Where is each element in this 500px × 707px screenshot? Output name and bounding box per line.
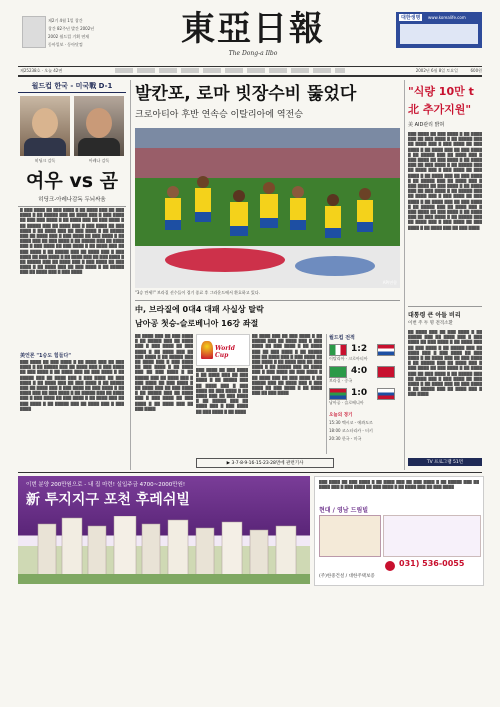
ear-line-4: 동아일보 · 동아닷컴: [48, 42, 83, 47]
today-match-1: [329, 420, 401, 425]
coach-portrait-arena: [74, 96, 124, 156]
worldcup-box-header: 월드컵 한국 - 미국戰 D-1: [18, 80, 126, 93]
worldcup-box: [18, 80, 126, 470]
right-section-title: 대통령 큰 아들 비리: [408, 312, 461, 319]
ear-line-3: 2002 월드컵 기획 연재: [48, 34, 90, 39]
ad-top-rule: [18, 472, 482, 473]
worldcup-logo: [196, 334, 250, 366]
ad-left-panel: [18, 476, 310, 584]
second-headline-line1: 中, 브라질에 0대4 대패 사실상 탈락: [135, 305, 264, 314]
score-row-1-away: 크로아티아: [348, 356, 368, 361]
today-match-3-time: 20:30: [329, 436, 341, 441]
right-body: ███ ████ ██ ███ ████ █ ██ ████ ███ ██ ███ ████ █ ██ █████ ███ ██ ████ ███ █ ███ ████ ██ ███ ████ █ ██ ████ ███ ██ ███ ████ █ ██ █████ ███ ██ ████ ███ █ ███ ████ ██ ███ ████ █ ██ ████ ███ ██ ███ ████ █ ██ █████ ███ ██ ████ ███ █ ███ ████ ██ ███ ████ █ ██ ████ ███ ██ ███ ████ █ ██ █████ ███ ██ ████ ███ █ ███ ████ ██ ███ ████ █ ██ ████ ███ ██ ███ ████ █ ██ █████ ███ ██ ████ ███ █ ███ ████ ██ ███ ████ █ ██ ████ ███ ██ ███ ████ █ ██ █████ ███ ██ ████ ███ █ ███ ████ ██ ███ ████ █ ██ ████ ███ ██ ███ ████ █ ██ █████ ███ ██ ████ ███ █ ███ ████ ██ ███ ████ █ ██ ████ ███ ██ ███ ████: [408, 132, 482, 230]
worldcup-trophy-icon: [201, 341, 213, 359]
worldcup-subhead: 히딩크-아레나감독 두뇌싸움: [18, 195, 126, 207]
ear-ad-graphic: [400, 24, 478, 44]
score-row-3-teams: 남아공 · 슬로베니아: [329, 400, 364, 405]
flag-brazil: [329, 366, 347, 378]
worldcup-body: █ ███ ████ ██ ███ ████ █ ██ ████ ███ ██ ███ ████ █ ██ █████ ███ ██ ████ ███ █ ███ ████ ██ ███ ███ ████ █ ██ ████ ███ ██ ███ ████ █ ██ █████ ███ ██ ████ ███ █ ███ ████ ██ ███ ████ █ ██ ████ ███ ██ ███ ████ █ ██ █████ ███ ██ ████ ███ █ ███ ████ ██ ███ ████ █ ██ ████ ███ ██ ███ ████ █ ██ █████ ███ ██ ████ ███ █ ███ ████ ██ ███ ████ █ ██ ████ ███ ██ ███ ████ █ ██ █████ ███ ██ ████ ███ █ ███ ████ ██ ███ ████ █ ██ ████ ███ ██ ███ ████ █ ██ █████ ███ ██ ████ ███ █ ███ ████ ██ ███ ████ █ ██ ████ ███ ██ ███ ████ █ ██ █████ ███ ██ ████ ███ █ ███ ████: [20, 208, 124, 275]
issue-info: 제25238호 · 오늘 42면: [20, 68, 63, 73]
right-section-sub: 이번 주 두 명 전격소환: [408, 321, 453, 326]
second-body-col3: ██ ████ ███ ██ ███ ████ █ ██ █████ ███ ██ ████ ███ █ ███ ████ ██ ███ ████ █ ██ ████ ███ ██ ███ ████ █ ██ █████ ███ ██ ████ ███ █ ███ ████ ██ ███ ████ █ ██ ████ ███ ██ ███ ████ █ ██ █████ ███ ██ ████ ███ █ ███ ████ ██ ███ ████ █ ██ ████ ███ ██ ███ ████ █ ██ █████ ███ ██ ████ ███ █ ███ ████ ██ ███ ████ █ ██ ████ ███ ██ ███ ████: [252, 334, 322, 396]
coach-portrait-hiddink: [20, 96, 70, 156]
score-row-1-teams: 이탈리아 · 크로아티아: [329, 356, 368, 361]
score-row-2-teams: 브라질 · 중국: [329, 378, 353, 383]
worldcup-section2-title: 美언론 "1승도 힘들다": [20, 353, 71, 359]
right-subhead: 美 AID관리 밝혀: [408, 122, 445, 128]
score-row-3-away: 슬로베니아: [344, 400, 364, 405]
issue-date: 2002년 6월 8일 토요일: [415, 68, 458, 73]
tv-program-ref: TV 프로그램 51면: [408, 458, 482, 466]
newspaper-subtitle: The Dong-a Ilbo: [228, 50, 278, 57]
ad-top-line: 이번 분양 200만원으로 - 내 집 마련! 실입주금 4700~2000만원!: [26, 482, 186, 488]
worldcup-headline: 여우 vs 곰: [26, 170, 118, 192]
right-headline-line1: "식량 10만 t: [408, 85, 474, 98]
portrait-face: [86, 108, 112, 138]
masthead-rule-top: [18, 66, 482, 67]
masthead: [18, 8, 482, 70]
column-divider-left: [130, 80, 131, 470]
flag-slovenia: [377, 388, 395, 400]
masthead-ear-left: [18, 12, 118, 58]
score-row-1-home: 이탈리아: [329, 356, 345, 361]
photo-credit: AP/연합: [382, 280, 397, 285]
right-divider: [408, 306, 482, 307]
scores-header: 월드컵 전적: [329, 335, 355, 341]
ad-right-title: 현대 / 영남 드림빌: [319, 507, 369, 514]
index-strip: [115, 68, 345, 73]
right-body-2: ██ ████ ███ ██ ███ ████ █ ██ █████ ███ ██ ████ ███ █ ███ ████ ██ ███ ████ █ ██ ████ ███ ██ ███ ████ █ ██ █████ ███ ██ ████ ███ █ ███ ████ ██ ███ ████ █ ██ ████ ███ ██ ███ ████ █ ██ █████ ███ ██ ████ ███ █ ███ ████ ██ ███ ████ █ ██ ████ ███ ██ ███ ████ █ ██ █████ ███ ██ ████ ███ █ ███ ████ ██ ███ ████ █ ██ ████ ███ ██ ███ ████ █ ██ █████ ███ ██ ████ ███ █ ███ ████: [408, 330, 482, 397]
lead-photo: [135, 128, 400, 288]
score-row-2-home: 브라질: [329, 378, 341, 383]
ad-phone: 031) 536-0055: [399, 559, 465, 568]
ear-ad-url: www.korealife.com: [428, 15, 466, 20]
portrait-face: [32, 108, 58, 138]
lead-divider: [135, 300, 400, 301]
flag-croatia: [377, 344, 395, 356]
lead-photo-illustration: [135, 128, 400, 288]
related-articles-ref: ▶ 3·7·8·9·16·15·23·28면에 관련기사: [196, 458, 334, 468]
score-row-3: 1:0: [351, 388, 368, 398]
flag-south-africa: [329, 388, 347, 400]
today-match-3: [329, 436, 401, 441]
worldcup-body-2: ███ ████ ██ ███ ████ █ ██ ████ ███ ██ ███ ████ █ ██ █████ ███ ██ ████ ███ █ ███ ████ ██ ███ ████ █ ██ ████ ███ ██ ███ ████ █ ██ █████ ███ ██ ████ ███ █ ███ ████ ██ ███ ████ █ ██ ████ ███ ██ ███ ████ █ ██ █████ ███ ██ ████ ███ █ ███ ████ ██ ███ ████ █ ██ ████ ███ ██ ███ ████ █ ██ █████ ███ ██ ████ ███ █ ███ ████ ██ ███ ████ █ ██ ████ ███ ██ ███ ████ █ ██ █████ ███ ██ ████ ███ █ ███ ████: [20, 360, 124, 411]
today-match-1-teams: 멕시코 - 에콰도르: [341, 420, 373, 425]
score-row-1: 1:2: [351, 344, 368, 354]
ad-headline: 新 투지지구 포천 후레쉬빌: [26, 492, 190, 508]
flag-china: [377, 366, 395, 378]
today-match-2: [329, 428, 401, 433]
today-match-2-time: 18:00: [329, 428, 341, 433]
issue-price: 600원: [470, 68, 482, 73]
score-row-2-away: 중국: [344, 378, 353, 383]
masthead-rule-bottom: [18, 75, 482, 77]
ear-line-1: 제2기 4월 1일 창간: [48, 18, 83, 23]
worldcup-logo-text: World Cup: [215, 345, 235, 359]
right-headline-line2: 北 추가지원": [408, 103, 472, 116]
newspaper-title: 東亞日報: [181, 9, 325, 49]
today-label: 오늘의 경기: [329, 413, 353, 418]
caption-hiddink: 히딩크 감독: [34, 158, 56, 163]
ad-brand: (주)한중건설 / 대한주택보증: [319, 574, 375, 579]
ad-floorplan: [319, 515, 381, 557]
caption-arena: 아레나 감독: [88, 158, 110, 163]
portrait-suit: [24, 138, 66, 156]
today-match-2-teams: 코스타리카 - 터키: [341, 428, 373, 433]
column-divider-right: [404, 80, 405, 470]
ad-right-panel: [314, 476, 484, 586]
flag-italy: [329, 344, 347, 356]
second-headline-line2: 남아공 첫승-슬로베니아 16강 좌절: [135, 319, 259, 328]
portrait-suit: [78, 138, 120, 156]
ear-emblem-icon: [22, 16, 46, 48]
ad-phone-icon: [385, 561, 395, 571]
score-row-2: 4:0: [351, 366, 368, 376]
lead-subhead: 크로아티아 후반 연속승 이탈리아에 역전승: [135, 110, 303, 120]
masthead-ear-right-ad: [396, 12, 482, 48]
ad-price-box: [383, 515, 481, 557]
scores-box: [326, 334, 401, 454]
lead-photo-caption: "3승 만세!" 브라질 선수들이 경기 종료 후 그라운드에서 환호하고 있다.: [135, 290, 260, 295]
second-body-col2: ███ ████ ██ ███ ████ █ ██ ████ ███ ██ ███ ████ █ ██ █████ ███ ██ ████ ███ █ ███ ████ ██ ███ ████ █ ██ ████ ███ ██ ███ ████ █ ██ █████ ███ ██ ████ ███ █ ███ ████ ██ ███ ████ █ ██ ████: [196, 368, 248, 414]
lead-headline: 발칸포, 로마 빗장수비 뚫었다: [135, 84, 357, 104]
today-match-1-time: 15:30: [329, 420, 341, 425]
ear-line-2: 창간 82주년 발간 2002년: [48, 26, 95, 31]
today-match-3-teams: 한국 - 미국: [341, 436, 362, 441]
score-row-3-home: 남아공: [329, 400, 341, 405]
ad-right-intro: ███ ████ ██ ███ ████ █ ██ ████ ███ ██ ███ ████ █ ██ █████ ███ ██ ████ ███ █ ███ ████ ██ ███ ████ █ ██ ████ ███ ██ ███ ████: [319, 480, 479, 490]
ad-apartment-illustration: [18, 516, 310, 584]
second-body-col1: ██ ████ ███ ██ ███ ████ █ ██ █████ ███ ██ ████ ███ █ ███ ████ ██ ███ ████ █ ██ ████ ███ ██ ███ ████ █ ██ █████ ███ ██ ████ ███ █ ███ ████ ██ ███ ████ █ ██ ████ ███ ██ ███ ████ █ ██ █████ ███ ██ ████ ███ █ ███ ████ ██ ███ ████ █ ██ ████ ███ ██ ███ ████ █ ██ █████ ███ ██ ████ ███ █ ███ ████ ██ ███ ████ █ ██ ████ ███ ██ ███ ████: [135, 334, 193, 411]
apartment-ad: [18, 476, 482, 584]
ear-ad-label: 대한생명: [401, 15, 421, 21]
